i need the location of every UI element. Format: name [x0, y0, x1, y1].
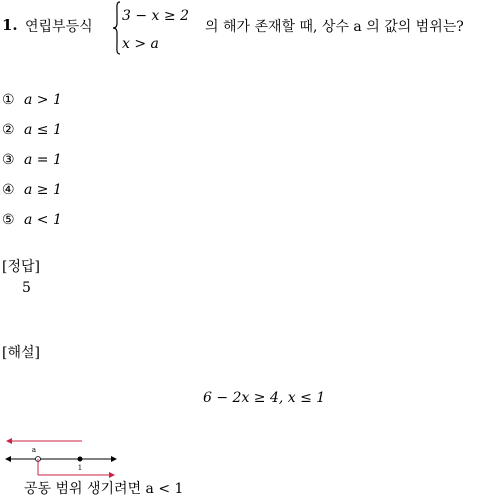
- choice-2[interactable]: [2, 122, 62, 138]
- system-inequality-2: x > a: [122, 36, 159, 52]
- solution-equation: 6 − 2x ≥ 4, x ≤ 1: [203, 390, 326, 406]
- axis-right-arrowhead: [111, 456, 117, 462]
- choice-3[interactable]: [2, 152, 62, 168]
- choice-text: a = 1: [24, 152, 62, 168]
- answer-value: 5: [22, 280, 31, 296]
- point-a-label: a: [31, 446, 37, 454]
- choice-text: a ≥ 1: [24, 182, 62, 198]
- question-suffix: 의 해가 존재할 때, 상수 a 의 값의 범위는?: [205, 19, 464, 35]
- solution-label: [해설]: [2, 345, 40, 361]
- choice-marker: ④: [2, 182, 15, 198]
- question-prefix: 연립부등식: [25, 19, 93, 35]
- choice-text: a > 1: [24, 92, 62, 108]
- choice-marker: ③: [2, 152, 15, 168]
- choice-1[interactable]: [2, 92, 62, 108]
- system-inequality-1: 3 − x ≥ 2: [122, 8, 189, 24]
- point-1-label: 1: [77, 464, 83, 472]
- choice-text: a ≤ 1: [24, 122, 62, 138]
- number-line: [2, 432, 122, 482]
- question-number: 1.: [2, 16, 18, 34]
- number-line-caption: 공동 범위 생기려면 a < 1: [24, 481, 184, 497]
- choice-text: a < 1: [24, 212, 62, 228]
- choice-marker: ⑤: [2, 212, 15, 228]
- red-arrow-upper-head: [6, 438, 12, 444]
- choice-5[interactable]: [2, 212, 62, 228]
- point-1-closed-dot: [78, 457, 83, 462]
- system-brace: [113, 1, 121, 55]
- axis-left-arrowhead: [5, 456, 11, 462]
- answer-label: [정답]: [2, 259, 40, 275]
- choice-marker: ①: [2, 92, 15, 108]
- choice-4[interactable]: [2, 182, 62, 198]
- choice-marker: ②: [2, 122, 15, 138]
